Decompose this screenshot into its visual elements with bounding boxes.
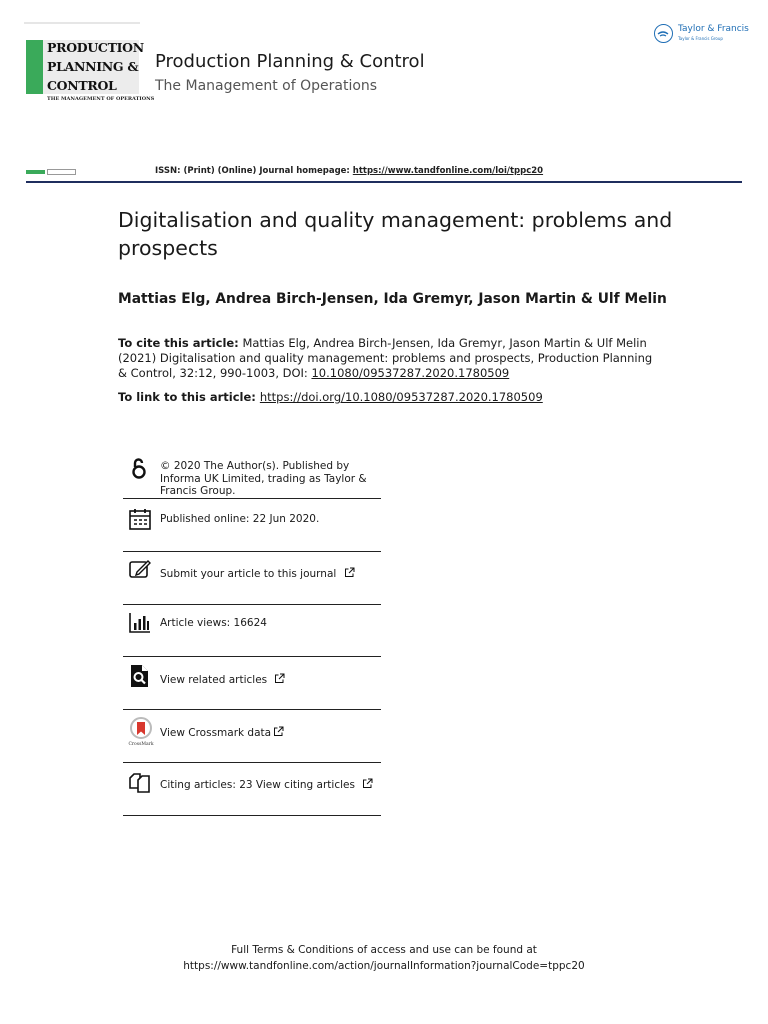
published-row <box>123 499 381 551</box>
doi-link[interactable]: 10.1080/09537287.2020.1780509 <box>311 366 510 381</box>
submit-article-label: Submit your article to this journal <box>160 568 337 580</box>
license-row <box>123 455 381 498</box>
published-date: Published online: 22 Jun 2020. <box>160 513 320 525</box>
cover-green-bar <box>26 40 43 94</box>
related-articles-label: View related articles <box>160 674 268 686</box>
cite-label: To cite this article: <box>118 336 239 350</box>
external-link-icon <box>344 567 355 578</box>
external-link-icon <box>362 778 373 789</box>
search-document-icon <box>128 664 152 688</box>
cover-line-3: CONTROL <box>47 78 117 93</box>
link-line <box>118 390 543 404</box>
cite-text: Mattias Elg, Andrea Birch-Jensen, Ida Gremyr, Jason Martin & Ulf Melin (2021) Digitalisation and quality management: problems and prospects, Production Planning & Control, 32:12, 990-1003, DOI: <box>118 336 653 381</box>
footer <box>0 942 768 974</box>
submit-article-link[interactable] <box>160 567 355 581</box>
calendar-icon <box>128 507 152 531</box>
journal-subtitle: The Management of Operations <box>155 78 378 94</box>
cover-line-2: PLANNING & <box>47 59 139 74</box>
footer-terms-text: Full Terms & Conditions of access and use can be found at <box>231 944 537 956</box>
issn-label: ISSN: (Print) (Online) Journal homepage: <box>155 166 353 176</box>
citing-articles-link[interactable] <box>160 778 373 792</box>
issn-line <box>155 166 543 176</box>
citing-articles-row[interactable] <box>123 763 381 815</box>
submit-article-row[interactable] <box>123 552 381 604</box>
taylor-francis-logo-icon <box>654 24 673 43</box>
journal-homepage-link[interactable]: https://www.tandfonline.com/loi/tppc20 <box>352 166 544 176</box>
external-link-icon <box>274 673 285 684</box>
citing-articles-label: Citing articles: 23 View citing articles <box>160 779 355 791</box>
publisher-name: Taylor & Francis <box>678 24 749 34</box>
publisher-group: Taylor & Francis Group <box>678 36 723 41</box>
citing-documents-icon <box>128 770 152 794</box>
crossmark-icon <box>128 716 154 746</box>
related-articles-row[interactable] <box>123 657 381 709</box>
mini-cover-green <box>26 170 45 174</box>
bar-chart-icon <box>128 611 152 635</box>
divider <box>123 815 381 816</box>
citation-block <box>118 336 663 382</box>
article-url-link[interactable]: https://doi.org/10.1080/09537287.2020.1780509 <box>259 390 543 404</box>
footer-terms-url[interactable]: https://www.tandfonline.com/action/journalInformation?journalCode=tppc20 <box>183 960 585 972</box>
cover-top-rule <box>24 22 140 24</box>
article-views: Article views: 16624 <box>160 617 267 629</box>
journal-title: Production Planning & Control <box>155 51 425 72</box>
crossmark-label: View Crossmark data <box>160 727 272 739</box>
related-articles-link[interactable] <box>160 673 285 687</box>
header-rule <box>26 181 742 183</box>
edit-icon <box>128 558 152 582</box>
article-authors: Mattias Elg, Andrea Birch-Jensen, Ida Gremyr, Jason Martin & Ulf Melin <box>118 291 667 307</box>
crossmark-icon-label: CrossMark <box>128 742 154 746</box>
open-access-icon <box>128 457 152 481</box>
crossmark-link[interactable] <box>160 726 284 740</box>
mini-tf-logo <box>47 169 76 175</box>
cover-line-1: PRODUCTION <box>47 40 144 55</box>
external-link-icon <box>273 726 284 737</box>
views-row <box>123 605 381 656</box>
article-title: Digitalisation and quality management: problems and prospects <box>118 208 673 260</box>
license-text: © 2020 The Author(s). Published by Informa UK Limited, trading as Taylor & Francis Group. <box>160 460 367 497</box>
crossmark-row[interactable] <box>123 710 381 762</box>
link-label: To link to this article: <box>118 390 260 404</box>
cover-subtitle: THE MANAGEMENT OF OPERATIONS <box>47 96 155 102</box>
